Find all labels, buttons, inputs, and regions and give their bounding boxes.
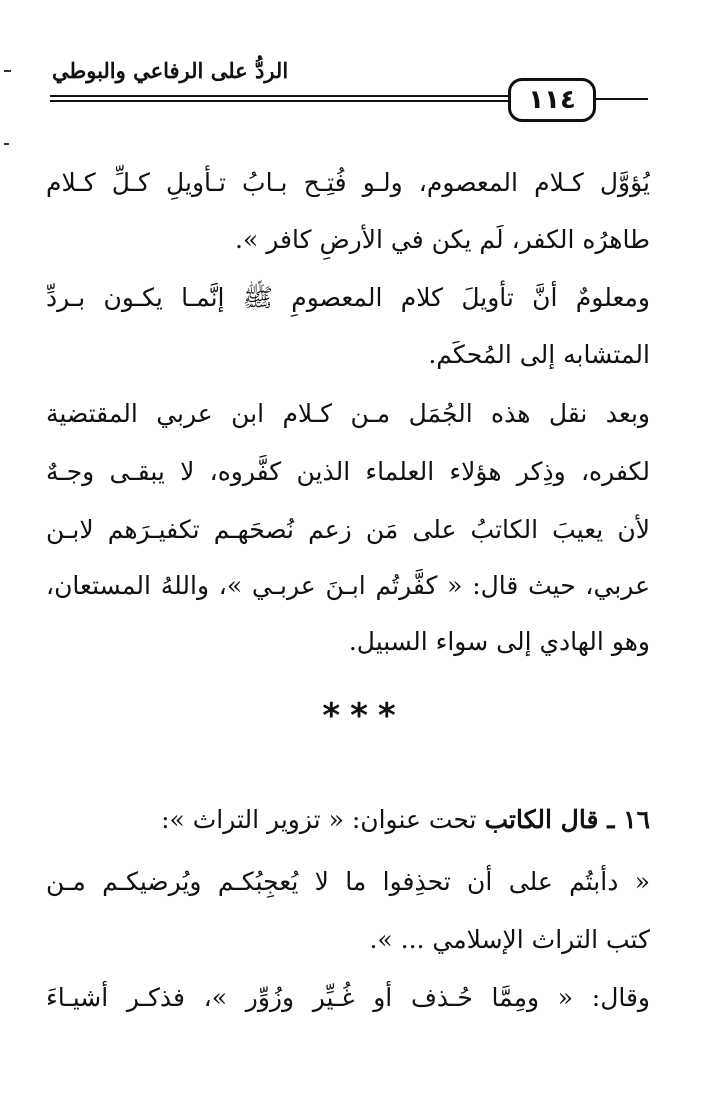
section-divider: *** (322, 696, 406, 736)
body-line-1: يُؤوَّل كـلام المعصوم، ولـو فُتِـح بـابُ تـأويلِ كـلِّ كـلام (46, 168, 650, 197)
page-number: ١١٤ (508, 78, 596, 122)
header-rule (50, 95, 508, 102)
running-header-title: الردُّ على الرفاعي والبوطي (52, 58, 289, 83)
margin-mark-bottom (4, 143, 9, 145)
quote-line-3: وقال: « ومِمَّا حُـذف أو غُـيِّر وزُوِّر »، فذكـر أشيـاءَ (46, 983, 650, 1012)
section-number-title: ١٦ ـ قال الكاتب (484, 805, 650, 834)
body-line-6: لكفره، وذِكر هؤلاء العلماء الذين كفَّروه، لا يبقـى وجـهٌ (46, 457, 650, 486)
body-line-5: وبعد نقل هذه الجُمَل مـن كـلام ابن عربي المقتضية (46, 399, 650, 428)
quote-line-2: كتب التراث الإسلامي ... ». (369, 925, 650, 954)
section-heading (46, 800, 650, 840)
body-line-2: طاهرُه الكفر، لَم يكن في الأرضِ كافر ». (235, 225, 650, 254)
body-line-8: عربي، حيث قال: « كفَّرتُم ابـنَ عربـي »، واللهُ المستعان، (46, 571, 650, 600)
body-line-4: المتشابه إلى المُحكَم. (428, 340, 650, 369)
quote-line-1: « دأبتُم على أن تحذِفوا ما لا يُعجِبُكـم ويُرضيكـم مـن (46, 867, 650, 896)
margin-mark-top (4, 70, 11, 72)
body-line-3: ومعلومٌ أنَّ تأويلَ كلام المعصومِ ﷺ إنَّمـا يكـون بـردِّ (46, 283, 650, 312)
header-rule-right (596, 98, 648, 100)
body-line-7: لأن يعيبَ الكاتبُ على مَن زعم نُصحَهـم تكفيـرَهم لابـن (46, 515, 650, 544)
body-line-9: وهو الهادي إلى سواء السبيل. (348, 627, 650, 656)
section-heading-rest: تحت عنوان: « تزوير التراث »: (161, 805, 485, 834)
